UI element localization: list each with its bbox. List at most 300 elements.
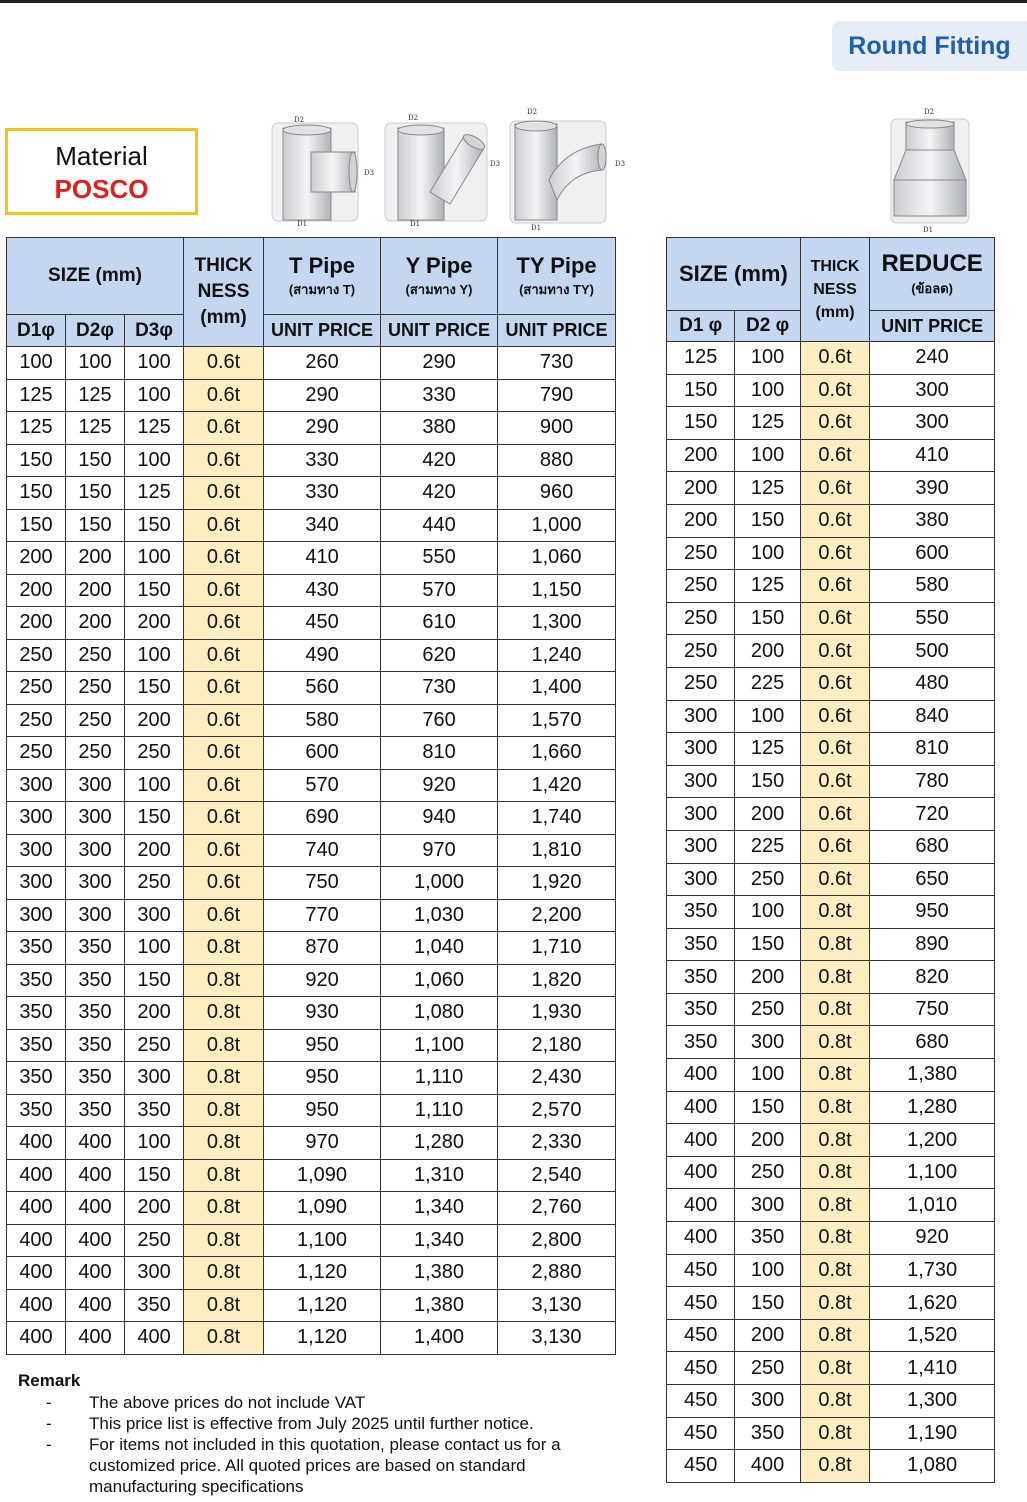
table-cell: 420 [381,477,498,510]
table-cell: 0.8t [800,1254,869,1287]
table-row [667,961,995,994]
table-cell: 440 [381,509,498,542]
table-cell: 150 [667,407,735,440]
table-cell: 1,820 [498,964,616,997]
table-cell: 100 [735,374,800,407]
table-cell: 0.8t [800,1156,869,1189]
table-cell: 0.6t [184,607,264,640]
table-cell: 350 [125,1094,184,1127]
table-cell: 290 [264,379,381,412]
table-cell: 600 [264,737,381,770]
table-row [667,1091,995,1124]
remark-title: Remark [18,1371,81,1390]
table-cell: 150 [735,1287,800,1320]
table-cell: 250 [735,1156,800,1189]
table-cell: 100 [66,347,125,380]
table-cell: 150 [125,802,184,835]
table-cell: 200 [125,834,184,867]
table-cell: 350 [7,997,66,1030]
table-cell: 250 [667,667,735,700]
table-cell: 0.8t [184,1224,264,1257]
table-cell: 0.8t [800,1189,869,1222]
top-border-line [0,0,1027,3]
table-cell: 350 [667,896,735,929]
table-cell: 300 [7,802,66,835]
table-cell: 225 [735,830,800,863]
table-cell: 1,000 [381,867,498,900]
table-cell: 250 [667,602,735,635]
table-row [7,574,616,607]
table-cell: 0.8t [800,1059,869,1092]
table-cell: 970 [381,834,498,867]
table-cell: 200 [7,607,66,640]
table-cell: 350 [66,997,125,1030]
table-cell: 290 [381,347,498,380]
table-cell: 0.8t [800,1352,869,1385]
table-cell: 970 [264,1127,381,1160]
table-cell: 0.6t [800,342,869,375]
table-row [667,928,995,961]
d3-label: D3 [490,160,501,168]
table-cell: 350 [66,932,125,965]
table-cell: 300 [66,899,125,932]
table-cell: 550 [381,542,498,575]
table-cell: 125 [735,570,800,603]
table-cell: 100 [125,639,184,672]
table-cell: 0.8t [800,1222,869,1255]
table-cell: 300 [870,407,995,440]
table-cell: 200 [125,997,184,1030]
table-cell: 570 [381,574,498,607]
table-row [7,997,616,1030]
table-cell: 400 [667,1091,735,1124]
table-cell: 1,520 [870,1319,995,1352]
table-cell: 1,400 [381,1322,498,1355]
table-cell: 330 [264,477,381,510]
table-cell: 100 [125,1127,184,1160]
table-cell: 740 [264,834,381,867]
table-row [667,1156,995,1189]
table-cell: 125 [125,477,184,510]
table-cell: 350 [7,1029,66,1062]
table-cell: 730 [381,672,498,705]
table-cell: 200 [667,439,735,472]
d2-label: D2 [924,108,935,116]
t-pipe-title: T Pipe [289,252,356,278]
table-cell: 300 [125,1062,184,1095]
table-cell: 100 [125,932,184,965]
table-cell: 250 [667,570,735,603]
y-pipe-title: Y Pipe [405,252,473,278]
table-cell: 150 [735,602,800,635]
table-cell: 380 [870,504,995,537]
table-cell: 0.6t [800,439,869,472]
table-cell: 100 [735,1059,800,1092]
table-cell: 380 [381,412,498,445]
table-cell: 900 [498,412,616,445]
table-cell: 0.6t [184,704,264,737]
table-cell: 1,060 [498,542,616,575]
table-cell: 1,100 [870,1156,995,1189]
d2-column-header: D2 φ [735,311,800,342]
d1-column-header: D1 φ [667,311,735,342]
table-cell: 0.6t [800,830,869,863]
table-cell: 0.6t [800,798,869,831]
table-row [667,439,995,472]
table-cell: 1,930 [498,997,616,1030]
table-row [7,1289,616,1322]
table-cell: 300 [735,1189,800,1222]
d2-label: D2 [408,114,419,122]
table-cell: 400 [66,1322,125,1355]
table-cell: 300 [667,830,735,863]
table-row [7,1224,616,1257]
table-cell: 0.6t [800,472,869,505]
table-cell: 810 [870,733,995,766]
table-cell: 330 [381,379,498,412]
table-cell: 0.8t [184,1127,264,1160]
table-cell: 450 [667,1450,735,1483]
table-cell: 125 [735,472,800,505]
ty-pipe-title: TY Pipe [516,252,597,278]
table-cell: 0.8t [800,993,869,1026]
table-row [7,964,616,997]
table-cell: 0.6t [800,733,869,766]
table-cell: 0.8t [184,1094,264,1127]
table-cell: 950 [870,896,995,929]
table-cell: 300 [735,1385,800,1418]
table-row [667,635,995,668]
table-cell: 1,310 [381,1159,498,1192]
table-row [667,733,995,766]
table-cell: 2,330 [498,1127,616,1160]
table-row [667,765,995,798]
table-cell: 400 [667,1124,735,1157]
table-cell: 1,000 [498,509,616,542]
table-cell: 150 [125,1159,184,1192]
table-cell: 1,100 [264,1224,381,1257]
table-row [667,1254,995,1287]
table-cell: 750 [870,993,995,1026]
table-cell: 930 [264,997,381,1030]
table-cell: 1,240 [498,639,616,672]
table-cell: 950 [264,1062,381,1095]
table-cell: 1,060 [381,964,498,997]
table-cell: 100 [735,1254,800,1287]
table-row [7,1159,616,1192]
table-cell: 1,030 [381,899,498,932]
table-cell: 940 [381,802,498,835]
table-cell: 150 [667,374,735,407]
table-cell: 150 [735,1091,800,1124]
table-cell: 1,300 [870,1385,995,1418]
table-cell: 250 [66,704,125,737]
table-cell: 430 [264,574,381,607]
table-row [667,798,995,831]
table-row [667,830,995,863]
table-row [7,704,616,737]
table-cell: 200 [125,1192,184,1225]
table-cell: 225 [735,667,800,700]
size-header: SIZE (mm) [7,238,184,315]
y-pipe-header [381,238,498,315]
table-cell: 1,380 [381,1289,498,1322]
table-cell: 960 [498,477,616,510]
thickness-header-line3: (mm) [200,307,247,328]
table-cell: 600 [870,537,995,570]
table-cell: 400 [7,1289,66,1322]
table-cell: 290 [264,412,381,445]
table-row [667,1124,995,1157]
table-cell: 260 [264,347,381,380]
table-cell: 250 [7,737,66,770]
table-row [7,1094,616,1127]
table-cell: 1,400 [498,672,616,705]
table-cell: 250 [125,1224,184,1257]
table-cell: 100 [7,347,66,380]
material-value: POSCO [54,174,149,204]
t-pipe-subtitle: (สามทาง T) [288,281,356,297]
table-cell: 450 [667,1319,735,1352]
remark-item: - This price list is effective from July 2025 until further notice. [46,1414,534,1433]
table-cell: 0.8t [800,928,869,961]
table-cell: 1,570 [498,704,616,737]
table-row [7,607,616,640]
table-cell: 770 [264,899,381,932]
table-cell: 500 [870,635,995,668]
table-cell: 150 [7,444,66,477]
table-cell: 0.6t [800,635,869,668]
table-row [667,1319,995,1352]
table-cell: 0.6t [800,504,869,537]
table-cell: 1,040 [381,932,498,965]
table-cell: 650 [870,863,995,896]
table-cell: 950 [264,1094,381,1127]
table-cell: 300 [735,1026,800,1059]
remark-section [18,1370,658,1497]
table-cell: 0.6t [184,834,264,867]
table-cell: 350 [7,1062,66,1095]
table-cell: 350 [125,1289,184,1322]
table-cell: 100 [735,896,800,929]
table-row [667,407,995,440]
table-cell: 390 [870,472,995,505]
table-cell: 400 [66,1192,125,1225]
table-cell: 250 [125,1029,184,1062]
d1-label: D1 [297,220,308,228]
table-cell: 350 [66,1094,125,1127]
table-row [667,1352,995,1385]
table-cell: 100 [125,379,184,412]
table-cell: 0.8t [184,997,264,1030]
table-cell: 950 [264,1029,381,1062]
table-cell: 400 [7,1159,66,1192]
reduce-header [870,238,995,311]
table-cell: 150 [7,477,66,510]
table-cell: 680 [870,1026,995,1059]
d1-label: D1 [531,224,542,232]
table-row [667,504,995,537]
table-cell: 300 [667,798,735,831]
table-row [7,477,616,510]
table-cell: 400 [7,1127,66,1160]
table-cell: 1,340 [381,1192,498,1225]
table-cell: 400 [7,1224,66,1257]
table-row [7,444,616,477]
reduce-price-table [666,237,995,1483]
table-cell: 450 [667,1352,735,1385]
table-cell: 3,130 [498,1289,616,1322]
table-cell: 400 [667,1156,735,1189]
round-fitting-badge: Round Fitting [832,21,1027,71]
pipe-price-table [6,237,616,1355]
table-cell: 920 [381,769,498,802]
table-cell: 870 [264,932,381,965]
d2-label: D2 [294,116,305,124]
table-cell: 480 [870,667,995,700]
table-cell: 350 [7,1094,66,1127]
thickness-header-line2: NESS [197,281,250,302]
table-cell: 300 [7,867,66,900]
table-cell: 150 [125,964,184,997]
table-cell: 250 [735,1352,800,1385]
material-label: Material [55,141,148,171]
table-row [7,834,616,867]
table-cell: 920 [870,1222,995,1255]
table-cell: 100 [125,542,184,575]
table-cell: 2,760 [498,1192,616,1225]
table-row [7,802,616,835]
table-cell: 680 [870,830,995,863]
table-cell: 100 [735,700,800,733]
table-cell: 0.8t [184,1322,264,1355]
table-row [667,1287,995,1320]
table-row [667,667,995,700]
table-cell: 840 [870,700,995,733]
table-cell: 0.6t [800,667,869,700]
table-cell: 1,620 [870,1287,995,1320]
table-cell: 200 [125,607,184,640]
table-cell: 300 [667,863,735,896]
remark-text: For items not included in this quotation, please contact us for a customized price. All quoted prices are based on standard manufacturing specifications [89,1435,561,1496]
table-cell: 1,010 [870,1189,995,1222]
table-cell: 890 [870,928,995,961]
table-cell: 3,130 [498,1322,616,1355]
table-row [667,602,995,635]
table-cell: 200 [735,1124,800,1157]
ty-pipe-subtitle: (สามทาง TY) [519,281,594,297]
table-cell: 0.6t [184,347,264,380]
table-cell: 200 [667,472,735,505]
table-cell: 820 [870,961,995,994]
table-cell: 0.6t [800,700,869,733]
table-cell: 400 [66,1257,125,1290]
table-cell: 1,120 [264,1322,381,1355]
table-cell: 0.8t [184,1159,264,1192]
table-row [7,737,616,770]
table-cell: 790 [498,379,616,412]
table-cell: 0.8t [800,1091,869,1124]
table-cell: 250 [66,672,125,705]
table-cell: 350 [7,932,66,965]
table-cell: 0.8t [800,961,869,994]
t-pipe-header [264,238,381,315]
table-row [667,1450,995,1483]
table-cell: 1,410 [870,1352,995,1385]
table-cell: 1,120 [264,1257,381,1290]
table-row [7,509,616,542]
table-cell: 150 [125,509,184,542]
table-cell: 920 [264,964,381,997]
table-cell: 450 [667,1417,735,1450]
table-cell: 450 [667,1385,735,1418]
table-cell: 0.8t [800,896,869,929]
table-cell: 570 [264,769,381,802]
table-row [667,993,995,1026]
table-cell: 300 [7,899,66,932]
remark-item: - For items not included in this quotation, please contact us for a customized price. All quoted prices are based on standard manufacturing specifications [46,1435,561,1496]
table-cell: 200 [735,1319,800,1352]
table-cell: 0.6t [800,602,869,635]
table-row [667,700,995,733]
table-cell: 0.6t [184,639,264,672]
thickness-header [184,238,264,347]
table-cell: 450 [667,1254,735,1287]
table-cell: 450 [667,1287,735,1320]
table-cell: 0.6t [184,574,264,607]
table-cell: 0.8t [800,1385,869,1418]
table-cell: 300 [7,769,66,802]
table-cell: 125 [7,412,66,445]
table-row [7,412,616,445]
table-row [667,1059,995,1092]
table-cell: 350 [66,1062,125,1095]
table-cell: 300 [66,834,125,867]
table-cell: 0.8t [184,1192,264,1225]
table-cell: 125 [66,412,125,445]
table-cell: 0.6t [184,802,264,835]
table-cell: 1,080 [870,1450,995,1483]
table-cell: 100 [735,537,800,570]
table-cell: 250 [735,993,800,1026]
d2-label: D2 [527,108,538,116]
table-cell: 2,540 [498,1159,616,1192]
remark-item: - The above prices do not include VAT [46,1393,366,1412]
table-cell: 1,340 [381,1224,498,1257]
table-cell: 1,100 [381,1029,498,1062]
reduce-subtitle: (ข้อลด) [911,280,953,296]
table-row [7,639,616,672]
table-cell: 0.8t [184,932,264,965]
table-cell: 250 [66,639,125,672]
table-cell: 200 [66,542,125,575]
table-cell: 150 [7,509,66,542]
table-cell: 0.6t [800,374,869,407]
table-cell: 200 [667,504,735,537]
table-cell: 300 [870,374,995,407]
table-cell: 0.6t [800,407,869,440]
reduce-unit-price-header: UNIT PRICE [870,311,995,342]
thickness-header [800,238,869,342]
table-cell: 350 [66,1029,125,1062]
table-row [667,1026,995,1059]
table-row [7,379,616,412]
table-row [7,932,616,965]
table-row [7,867,616,900]
table-cell: 0.6t [800,537,869,570]
table-cell: 340 [264,509,381,542]
table-cell: 0.8t [800,1287,869,1320]
